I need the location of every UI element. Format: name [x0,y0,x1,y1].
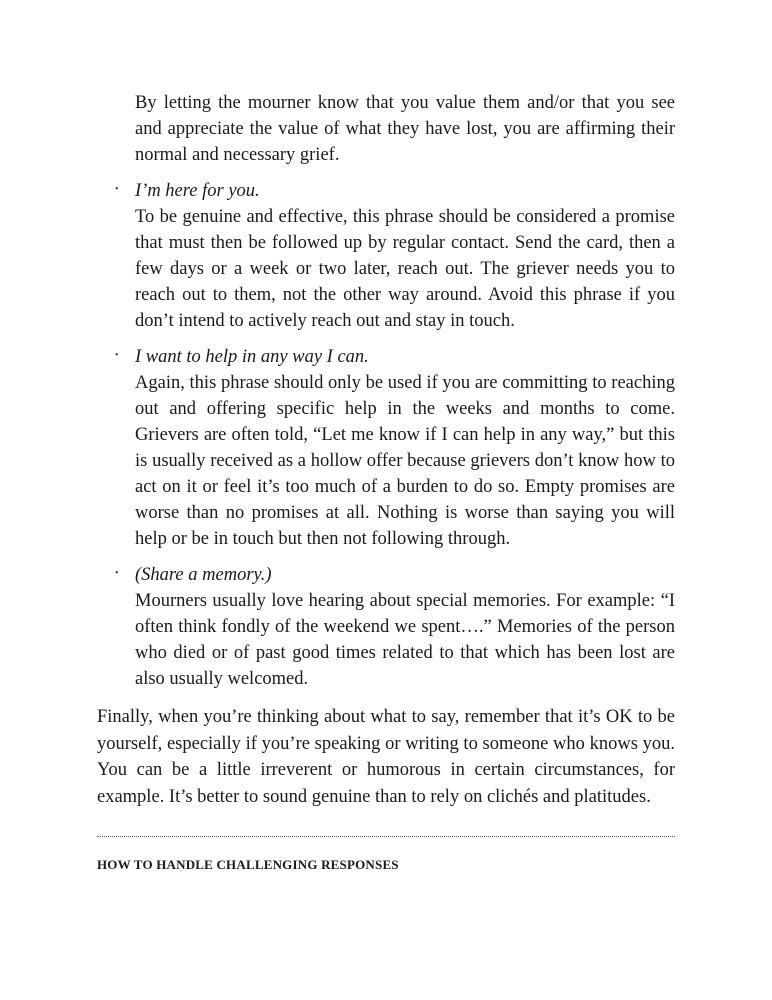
phrase-explanation: Mourners usually love hearing about special memories. For example: “I often think fondly of the weekend we spent….” Memories of the person who died or of past good times related to that which has been lost are also usually welcomed. [135,591,675,689]
phrase-heading: I want to help in any way I can. [135,347,369,367]
intro-paragraph: By letting the mourner know that you value them and/or that you see and appreciate the value of what they have lost, you are affirming their normal and necessary grief. [135,93,675,165]
list-item [115,344,675,552]
bullet-icon: • [115,568,119,579]
bullet-icon: • [115,350,119,361]
closing-paragraph: Finally, when you’re thinking about what to say, remember that it’s OK to be yourself, especially if you’re speaking or writing to someone who knows you. You can be a little irreverent or humorous in certain circumstances, for example. It’s better to sound genuine than to rely on clichés and platitudes. [97,707,675,807]
phrase-list [115,178,675,702]
phrase-explanation: Again, this phrase should only be used if you are committing to reaching out and offering specific help in the weeks and months to come. Grievers are often told, “Let me know if I can help in any way,” but this is usually received as a hollow offer because grievers don’t know how to act on it or feel it’s too much of a burden to do so. Empty promises are worse than no promises at all. Nothing is worse than saying you will help or be in touch but then not following through. [135,373,675,549]
list-item [115,562,675,692]
section-heading: HOW TO HANDLE CHALLENGING RESPONSES [97,857,399,872]
phrase-heading: (Share a memory.) [135,565,272,585]
phrase-explanation: To be genuine and effective, this phrase should be considered a promise that must then be followed up by regular contact. Send the card, then a few days or a week or two later, reach out. The griever needs you to reach out to them, not the other way around. Avoid this phrase if you don’t intend to actively reach out and stay in touch. [135,207,675,331]
list-item [115,178,675,334]
bullet-icon: • [115,184,119,195]
section-divider [97,836,675,837]
phrase-heading: I’m here for you. [135,181,260,201]
